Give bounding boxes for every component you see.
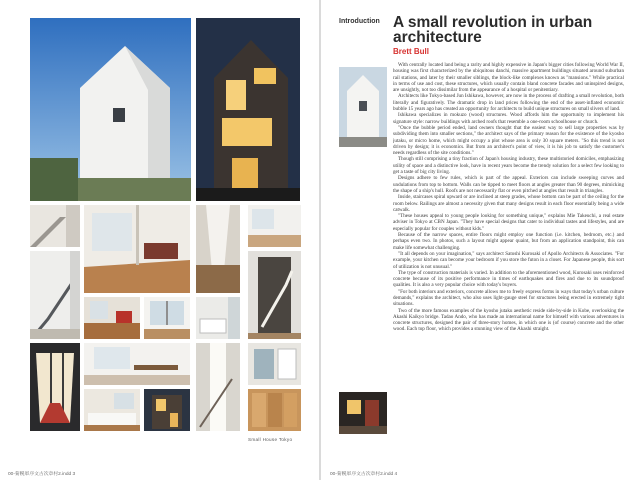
photo-window-interior <box>144 297 190 339</box>
article-title: A small revolution in urban architecture <box>393 14 593 46</box>
photo-bath-corner <box>196 297 240 339</box>
article-paragraph: "These houses appeal to young people looking for something unique," explains Mie Takeuchi, a real estate adviser in Tokyo at CBN Japan. "They have special designs that cater to individual tastes and lifestyles, and are especially popular for couples without kids." <box>393 213 624 232</box>
section-label: Introduction <box>339 18 380 25</box>
article-paragraph: Two of the more famous examples of the kyosho jutaku aesthetic reside side-by-side in Kobe, overlooking the Akashi Kaikyo bridge. Tadao Ando, who has made an international name for himself with various adventures in concrete structures, designed the pair of three-story homes, in which one is (of course) concrete and the other wood. Each top floor, which provides a stunning view of the Akashi straight. <box>393 307 624 333</box>
article-paragraph: Architects like Tokyo-based Jun Ishikawa, however, are now in the process of drafting a small revolution, both literally and figuratively. The dramatic drop in land prices following the end of the asset-inflated economic bubble 15 years ago has created an opportunity for architects to build unique structures on small slivers of land. <box>393 93 624 113</box>
article-body <box>393 62 624 462</box>
photo-courtyard <box>248 343 301 385</box>
article-paragraph: Because of the narrow spaces, entire floors might employ one function (i.e. kitchen, bedroom, etc.) and perhaps even two. In photos, such a layout might appear quaint, but from an application standpoint, this can make life somewhat challenging. <box>393 232 624 251</box>
photo-lit-house-dusk <box>196 18 300 201</box>
photo-interior-corridor <box>196 205 240 293</box>
article-paragraph: With centrally located land being a rarity and highly expensive in Japan's bigger cities following World War II, housing was first characterized by the ubiquitous danchi, massive apartment buildings situated around suburban rail stations, and later by their smaller siblings, the block-like complexes known as "mansions." While practical in terms of use and cost, these structures, which usually contain bland concrete facades and uninspired designs, are unsightly, not too dissimilar from the appearance of a hospital or penitentiary. <box>393 62 624 94</box>
photo-bright-interior <box>248 205 301 247</box>
article-author: Brett Bull <box>393 47 429 56</box>
right-page-footer: 00-菊幌軍序文古次章村2.indd 4 <box>330 472 398 477</box>
page-gutter <box>319 0 321 480</box>
article-paragraph: "For both interiors and exteriors, concrete allows me to freely express forms in ways that today's urban culture demands," explains the architect, who also uses light-gauge steel for structures being erected in extremely tight situations. <box>393 288 624 308</box>
photo-wood-interior-red-accent <box>84 297 140 339</box>
photo-night-facade <box>144 389 190 431</box>
article-paragraph: The type of construction materials is varied. In addition to the aforementioned wood, Kurosaki uses reinforced concrete because of its positive performance in times of earthquakes and fires and due to its soundproof qualities. It is also a very popular choice with today's buyers. <box>393 269 624 289</box>
article-paragraph: Inside, staircases spiral upward or are inclined at steep grades, whose bottom can be part of the ceiling for the room below. Railings are almost a necessity given that many designs result in each floor essentially being a wide catwalk. <box>393 194 624 213</box>
photo-small-house-night <box>339 392 387 434</box>
photo-bedroom-wood <box>84 389 140 431</box>
photo-white-house-blue-sky <box>30 18 191 201</box>
photo-spiral-stair-dark <box>248 251 301 339</box>
article-paragraph: "It all depends on your imagination," says architect Satoshi Kurosaki of Apollo Architects & Associates. "For example, your kitchen can become your bedroom if you store the futon in a closet. For Japanese people, this sort of utilization is not unusual." <box>393 250 624 270</box>
photo-staircase-white <box>30 205 80 247</box>
article-paragraph: "Once the bubble period ended, land owners thought that the easiest way to sell large properties was by subdividing them into smaller sections," the architect says of the primary reason for the existence of the kyosho jutaku, or micro home, which might occupy a plot whose area is only 30 square meters. "So this trend is not driven by design; it is economics. But from an architect's point of view, it is his job to satisfy the customer's needs regardless of the site conditions." <box>393 124 624 157</box>
photo-caption: Small House Tokyo <box>248 437 293 442</box>
photo-steel-stair <box>30 251 80 339</box>
photo-wood-storage <box>248 389 301 431</box>
article-paragraph: Ishikawa specializes in mokuzo (wood) structures. Wood affords him the opportunity to implement his signature style: narrow buildings with arched roofs that resemble a one-room schoolhouse or church. <box>393 112 624 125</box>
photo-white-house-front <box>339 67 387 147</box>
article-paragraph: Designs adhere to few rules, which is part of the appeal. Exteriors can include sweeping curves and undulations from top to bottom. Walls can be tipped to meet floors at angles greater than 90 degrees, mimicking the shape of a ship's hull. Roofs are not necessarily flat or even pitched at angles that result in triangles. <box>393 175 624 194</box>
photo-stair-light-shaft <box>196 343 240 431</box>
photo-dining-table <box>84 343 190 385</box>
article-paragraph: Though still comprising a tiny fraction of Japan's housing industry, these multistoried domiciles, emphasizing utility of space and a distinctive look, have in recent years become the trendy solution for a select few looking to get a taste of big city living. <box>393 156 624 176</box>
left-page-footer: 00-菊幌軍序文古次章村2.indd 3 <box>8 472 76 477</box>
photo-glass-room <box>30 343 80 431</box>
photo-living-room-wood-floor <box>84 205 190 293</box>
